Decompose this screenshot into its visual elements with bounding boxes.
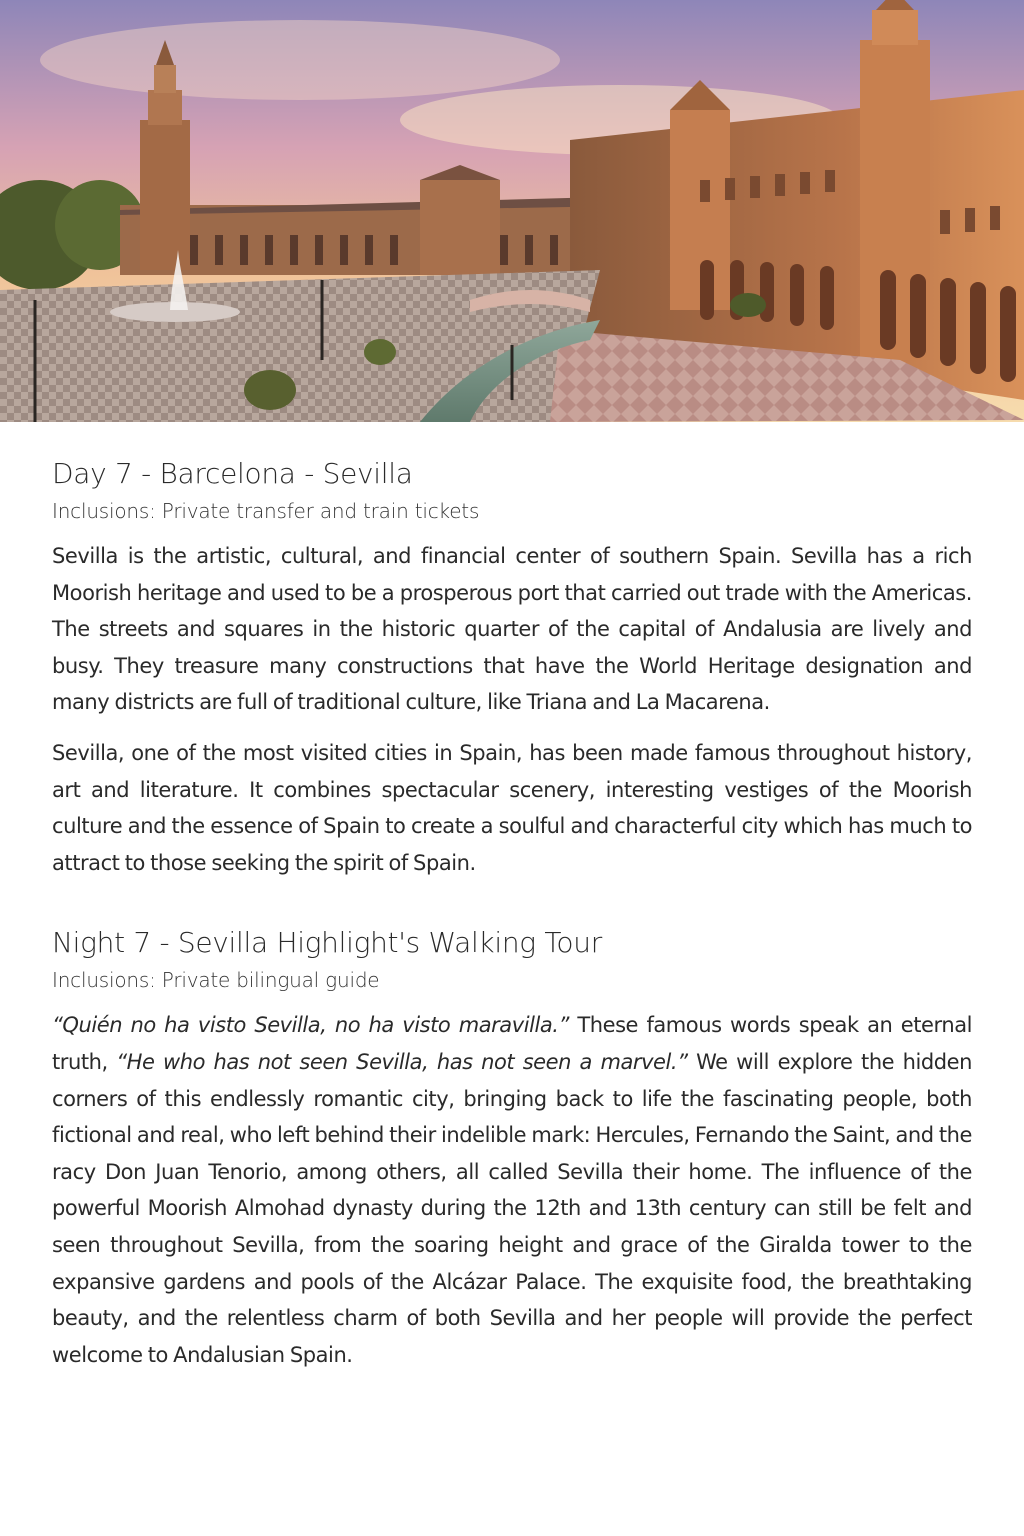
section-gap [52, 895, 972, 921]
day-title: Day 7 - Barcelona - Sevilla [52, 457, 413, 490]
night-inclusions: Inclusions: Private bilingual guide [52, 968, 380, 993]
day-paragraph-2: Sevilla, one of the most visited cities in Spain, has been made famous throughout history, art and literature. It combines spectacular scenery, interesting vestiges of the Moorish culture and the essence of Spain to create a soulful and characterful city which has much to attract to those seeking the spirit of Spain. [52, 740, 972, 875]
hero-image [0, 0, 1024, 422]
spanish-quote: “Quién no ha visto Sevilla, no ha visto maravilla.” [52, 1013, 569, 1038]
night-text-2: We will explore the hidden corners of this endlessly romantic city, bringing back to life the fascinating people, both fictional and real, who left behind their indelible mark: Hercules, Fernando the Saint, and the racy Don Juan Tenorio, among others, all called Sevilla their home. The influence of the powerful Moorish Almohad dynasty during the 12th and 13th century can still be felt and seen throughout Sevilla, from the soaring height and grace of the Giralda tower to the expansive gardens and pools of the Alcázar Palace. The exquisite food, the breathtaking beauty, and the relentless charm of both Sevilla and her people will provide the perfect welcome to Andalusian Spain. [52, 1049, 973, 1367]
day-inclusions: Inclusions: Private transfer and train tickets [52, 499, 480, 523]
itinerary-content [52, 452, 972, 1387]
day-paragraph-1: Sevilla is the artistic, cultural, and financial center of southern Spain. Sevilla has a rich Moorish heritage and used to be a prosperous port that carried out trade with the Americas. The streets and squares in the historic quarter of the capital of Andalusia are lively and busy. They treasure many constructions that have the World Heritage designation and many districts are full of traditional culture, like Triana and La Macarena. [52, 544, 972, 715]
night-text-1: These famous words speak an eternal truth, [52, 1013, 972, 1074]
plaza-de-espana-photo-icon [0, 0, 1024, 422]
english-quote: “He who has not seen Sevilla, has not seen a marvel.” [116, 1049, 688, 1074]
night-paragraph [52, 1007, 972, 1373]
night-title: Night 7 - Sevilla Highlight's Walking Tour [52, 926, 602, 960]
